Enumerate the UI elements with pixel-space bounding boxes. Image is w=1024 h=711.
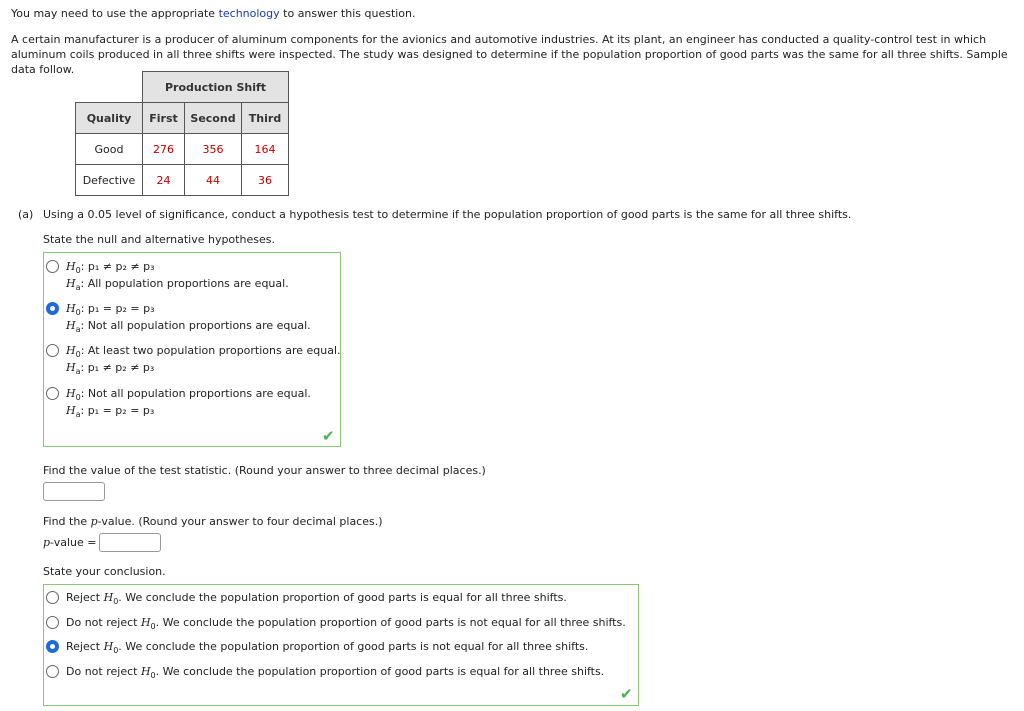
radio-button[interactable]	[46, 344, 59, 357]
radio-button[interactable]	[46, 302, 59, 315]
technology-link[interactable]: technology	[218, 7, 280, 20]
conclusion-prompt: State your conclusion.	[43, 565, 166, 578]
col-first-header: First	[143, 103, 185, 134]
radio-button[interactable]	[46, 260, 59, 273]
col-second-header: Second	[185, 103, 242, 134]
row-label-good: Good	[76, 134, 143, 165]
correct-check-icon: ✔	[620, 685, 633, 703]
production-shift-header: Production Shift	[143, 72, 289, 103]
conclusion-options: Reject $H_0$. We conclude the population proportion of good parts is equal for all three shifts. Do not reject $H_0$. We conclude the population proportion of good parts is not equal for all three shifts. Reject $H_0$. We conclude the population proportion of good parts is not equal for all three shifts. Do not reject $H_0$. We conclude the population proportion of good parts is equal for all three shifts. ✔	[43, 584, 639, 706]
hypotheses-options: $H_0$: p₁ ≠ p₂ ≠ p₃ $H_a$: All population proportions are equal. $H_0$: p₁ = p₂ = p₃ $H_a$: Not all population proportions are equal. $H_0$: At least two population proportions are equal. $H_a$: p₁ ≠ p₂ ≠ p₃ $H_0$: Not all population proportions are equal. $H_a$: p₁ = p₂ = p₃ ✔	[43, 252, 341, 447]
p-value-label: p-value =	[43, 536, 97, 549]
cell-good-second: 356	[185, 134, 242, 165]
cell-defective-third: 36	[242, 165, 289, 196]
part-a-question: (a) Using a 0.05 level of significance, conduct a hypothesis test to determine if the population proportion of good parts is the same for all three shifts.	[18, 208, 852, 221]
problem-intro: A certain manufacturer is a producer of aluminum components for the avionics and automotive industries. At its plant, an engineer has conducted a quality-control test in which aluminum coils produced in all three shifts were inspected. The study was designed to determine if the population proportion of good parts was the same for all three shifts. Sample data follow.	[11, 33, 1008, 76]
test-statistic-input[interactable]	[43, 482, 105, 501]
radio-button[interactable]	[46, 387, 59, 400]
correct-check-icon: ✔	[322, 427, 335, 445]
cell-defective-first: 24	[143, 165, 185, 196]
sample-data-table	[75, 71, 289, 196]
quality-header: Quality	[76, 103, 143, 134]
table-row	[76, 165, 289, 196]
col-third-header: Third	[242, 103, 289, 134]
technology-note: You may need to use the appropriate technology to answer this question.	[11, 7, 416, 20]
radio-button[interactable]	[46, 640, 59, 653]
radio-button[interactable]	[46, 616, 59, 629]
row-label-defective: Defective	[76, 165, 143, 196]
table-row	[76, 134, 289, 165]
hypotheses-instruction: State the null and alternative hypotheses.	[43, 233, 275, 246]
radio-button[interactable]	[46, 665, 59, 678]
cell-defective-second: 44	[185, 165, 242, 196]
p-value-input[interactable]	[99, 533, 161, 552]
radio-button[interactable]	[46, 591, 59, 604]
cell-good-third: 164	[242, 134, 289, 165]
cell-good-first: 276	[143, 134, 185, 165]
p-value-prompt: Find the p-value. (Round your answer to four decimal places.)	[43, 515, 383, 528]
test-statistic-prompt: Find the value of the test statistic. (Round your answer to three decimal places.)	[43, 464, 486, 477]
